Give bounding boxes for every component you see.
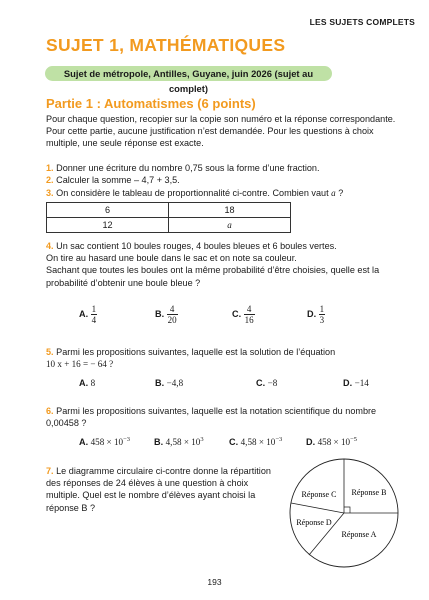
running-header: LES SUJETS COMPLETS (309, 17, 415, 27)
question-2 (46, 174, 180, 186)
question-3 (46, 187, 343, 199)
option-label: B. (154, 437, 164, 448)
question-number: 3. (46, 188, 54, 198)
option-value: 4,58 × 10 (240, 437, 276, 448)
fraction (167, 304, 178, 325)
question-4 (46, 240, 379, 289)
question-text: des réponses de 24 élèves à une question à choix (46, 478, 249, 489)
question-text: Parmi les propositions suivantes, laquelle est la solution de l’équation (56, 347, 336, 357)
intro-line: Pour cette partie, aucune justification n’est demandée. Pour les questions à choix (46, 126, 374, 137)
option-label: D. (343, 378, 353, 388)
numerator: 4 (244, 304, 255, 315)
denominator: 3 (319, 315, 325, 325)
option-value: −14 (354, 378, 369, 388)
exponent: 3 (200, 436, 204, 443)
option-label: D. (307, 308, 317, 319)
denominator: 4 (91, 315, 97, 325)
question-text: Donner une écriture du nombre 0,75 sous la forme d’une fraction. (56, 163, 320, 173)
q6-option-a (79, 436, 130, 447)
question-text: On tire au hasard une boule dans le sac et on note sa couleur. (46, 253, 297, 264)
option-label: A. (79, 437, 89, 448)
exponent: −5 (350, 436, 357, 443)
intro-line: Pour chaque question, recopier sur la copie son numéro et la réponse correspondante. (46, 114, 396, 124)
fraction (319, 304, 326, 325)
question-text: Un sac contient 10 boules rouges, 4 boules bleues et 6 boules vertes. (56, 241, 337, 251)
q4-option-b (155, 304, 178, 325)
q5-option-b (155, 378, 183, 388)
page-number: 193 (207, 577, 222, 587)
question-text: Sachant que toutes les boules ont la même probabilité d’être choisies, quelle est la (46, 265, 380, 276)
option-label: C. (229, 437, 239, 448)
question-mark: ? (338, 188, 344, 198)
denominator: 20 (167, 315, 177, 325)
pie-divider (291, 503, 344, 513)
fraction (244, 304, 255, 325)
variable-a: a (331, 188, 336, 198)
question-text: Le diagramme circulaire ci-contre donne la répartition (56, 466, 271, 476)
fraction (91, 304, 98, 325)
option-label: A. (79, 308, 89, 319)
section-heading: Partie 1 : Automatismes (6 points) (46, 96, 256, 111)
pie-label-b: Réponse B (351, 488, 387, 497)
question-text: multiple. Quel est le nombre d’élèves ayant choisi la (46, 490, 256, 501)
option-label: C. (232, 308, 242, 319)
q4-option-d (307, 304, 325, 325)
right-angle-marker (344, 507, 350, 513)
option-label: D. (306, 437, 316, 448)
q6-option-c (229, 436, 282, 447)
table-cell: 6 (47, 203, 169, 218)
subject-badge: Sujet de métropole, Antilles, Guyane, juin 2026 (sujet au complet) (45, 66, 332, 81)
option-value: 458 × 10 (317, 437, 351, 448)
q5-option-c (256, 378, 277, 388)
pie-label-d: Réponse D (296, 518, 332, 527)
table-row (47, 203, 291, 218)
pie-diagram (287, 456, 401, 570)
question-7 (46, 465, 271, 514)
option-value: 4,58 × 10 (165, 437, 201, 448)
question-text: On considère le tableau de proportionnalité ci-contre. Combien vaut (56, 188, 329, 198)
q4-option-a (79, 304, 97, 325)
question-number: 5. (46, 347, 54, 357)
question-text: probabilité d’obtenir une boule bleue ? (46, 277, 201, 288)
option-value: 8 (90, 378, 96, 388)
option-value: −8 (267, 378, 278, 388)
exponent: −3 (123, 436, 130, 443)
option-label: A. (79, 378, 89, 388)
option-label: B. (155, 378, 165, 388)
pie-label-c: Réponse C (301, 490, 337, 499)
question-number: 6. (46, 406, 54, 416)
q5-option-a (79, 378, 95, 388)
proportionality-table (46, 202, 291, 233)
numerator: 1 (319, 304, 325, 314)
equation: 10 x + 16 = − 64 ? (46, 359, 114, 370)
exponent: −3 (275, 436, 283, 443)
numerator: 4 (167, 304, 178, 315)
question-number: 1. (46, 163, 54, 173)
q6-option-d (306, 436, 357, 447)
q5-option-d (343, 378, 369, 388)
page-title: SUJET 1, MATHÉMATIQUES (46, 35, 286, 55)
option-label: C. (256, 378, 266, 388)
table-cell: 12 (47, 218, 169, 233)
pie-label-a: Réponse A (341, 530, 377, 539)
question-text: Calculer la somme – 4,7 + 3,5. (56, 175, 180, 185)
question-text: 0,00458 ? (46, 418, 87, 429)
question-5 (46, 346, 335, 370)
question-1 (46, 162, 320, 174)
numerator: 1 (91, 304, 97, 314)
question-number: 2. (46, 175, 54, 185)
question-number: 7. (46, 466, 54, 476)
q6-option-b (154, 436, 204, 447)
intro-paragraph (46, 113, 395, 150)
question-number: 4. (46, 241, 54, 251)
option-value: 458 × 10 (90, 437, 124, 448)
question-6 (46, 405, 376, 429)
denominator: 16 (244, 315, 254, 325)
intro-line: multiple, une seule réponse est exacte. (46, 138, 204, 149)
question-text: Parmi les propositions suivantes, laquelle est la notation scientifique du nombre (56, 406, 377, 416)
table-cell: a (169, 218, 291, 233)
table-row (47, 218, 291, 233)
question-text: réponse B ? (46, 502, 96, 513)
option-value: −4,8 (166, 378, 184, 388)
option-label: B. (155, 308, 165, 319)
table-cell: 18 (169, 203, 291, 218)
q4-option-c (232, 304, 255, 325)
